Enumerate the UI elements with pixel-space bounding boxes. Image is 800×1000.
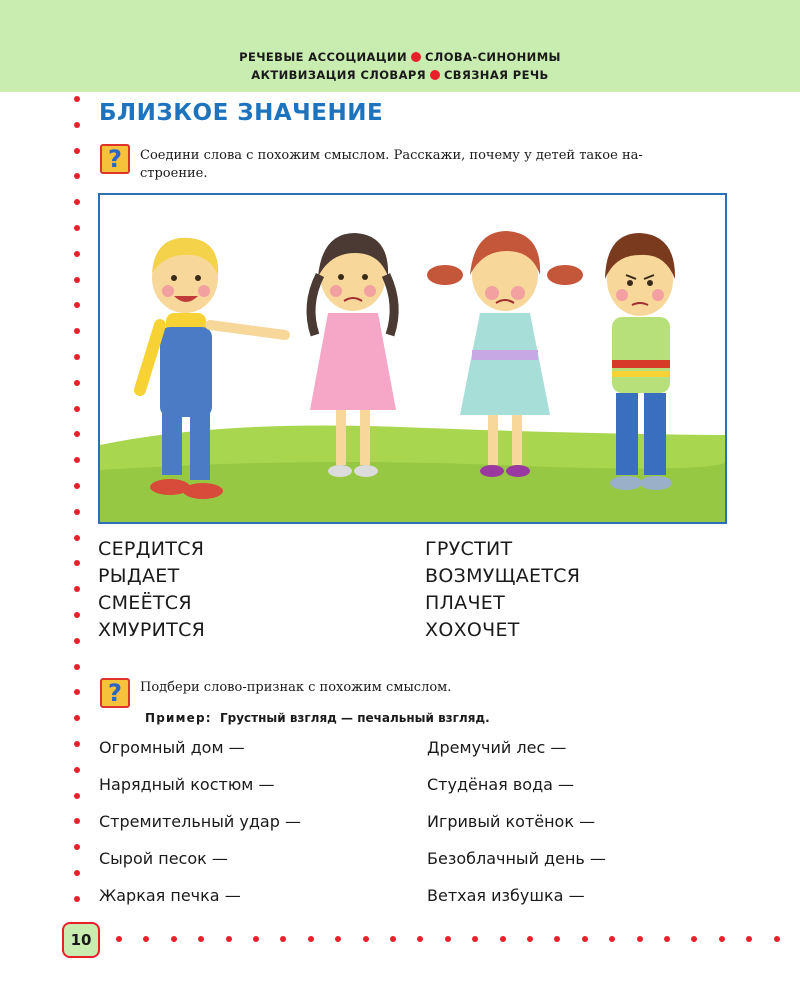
phrase-item: Дремучий лес —	[427, 738, 567, 757]
border-dot	[74, 870, 80, 876]
phrase-item: Студёная вода —	[427, 775, 575, 794]
question-icon: ?	[100, 678, 130, 708]
border-dot	[637, 936, 643, 942]
border-dot	[74, 638, 80, 644]
border-dot	[390, 936, 396, 942]
border-dot	[74, 896, 80, 902]
word-item: СЕРДИТСЯ	[98, 538, 205, 560]
border-dot	[746, 936, 752, 942]
border-dot	[74, 818, 80, 824]
phrase-item: Ветхая избушка —	[427, 886, 585, 905]
border-dot	[74, 354, 80, 360]
border-dot	[74, 483, 80, 489]
border-dot	[74, 406, 80, 412]
border-dot	[143, 936, 149, 942]
border-dot	[116, 936, 122, 942]
word-item: ХОХОЧЕТ	[425, 619, 520, 641]
border-dot	[609, 936, 615, 942]
border-dot	[445, 936, 451, 942]
border-dot	[500, 936, 506, 942]
word-item: ГРУСТИТ	[425, 538, 513, 560]
border-dot	[74, 251, 80, 257]
border-dot	[74, 173, 80, 179]
border-dot	[335, 936, 341, 942]
header-topic-coherent-speech: СВЯЗНАЯ РЕЧЬ	[443, 68, 549, 82]
border-dot	[74, 741, 80, 747]
header-separator-icon	[411, 52, 421, 62]
border-dot	[527, 936, 533, 942]
border-dot	[664, 936, 670, 942]
phrase-item: Стремительный удар —	[99, 812, 301, 831]
phrase-item: Огромный дом —	[99, 738, 245, 757]
example-line	[145, 711, 490, 725]
example-text: Грустный взгляд — печальный взгляд.	[219, 711, 490, 725]
border-dot	[472, 936, 478, 942]
border-dot	[74, 277, 80, 283]
border-dot	[74, 767, 80, 773]
border-dot	[74, 535, 80, 541]
border-dot	[74, 302, 80, 308]
children-illustration	[98, 193, 727, 524]
word-item: СМЕЁТСЯ	[98, 592, 192, 614]
example-label: Пример:	[145, 711, 212, 725]
word-item: ХМУРИТСЯ	[98, 619, 206, 641]
header-topic-speech-associations: РЕЧЕВЫЕ АССОЦИАЦИИ	[239, 50, 407, 64]
phrase-item: Жаркая печка —	[99, 886, 241, 905]
border-dot	[74, 844, 80, 850]
task-1-instruction-line-2: строение.	[140, 166, 208, 181]
border-dot	[74, 225, 80, 231]
border-dot	[74, 457, 80, 463]
border-dot	[308, 936, 314, 942]
word-item: ПЛАЧЕТ	[425, 592, 506, 614]
header-separator-icon	[430, 70, 440, 80]
border-dot	[74, 612, 80, 618]
border-dot	[554, 936, 560, 942]
border-dot	[74, 793, 80, 799]
border-dot	[74, 664, 80, 670]
question-icon: ?	[100, 144, 130, 174]
border-dot	[226, 936, 232, 942]
border-dot	[74, 431, 80, 437]
page-title: БЛИЗКОЕ ЗНАЧЕНИЕ	[99, 100, 384, 126]
border-dot	[74, 689, 80, 695]
border-dot	[74, 380, 80, 386]
page-number: 10	[62, 922, 100, 958]
border-dot	[719, 936, 725, 942]
phrase-item: Нарядный костюм —	[99, 775, 275, 794]
border-dot	[253, 936, 259, 942]
word-item: РЫДАЕТ	[98, 565, 180, 587]
border-dot	[74, 586, 80, 592]
header-line-2	[0, 68, 800, 82]
task-1-instruction-line-1: Соедини слова с похожим смыслом. Расскажи, почему у детей такое на-	[140, 148, 643, 163]
phrase-item: Безоблачный день —	[427, 849, 606, 868]
header-topic-vocabulary: АКТИВИЗАЦИЯ СЛОВАРЯ	[251, 68, 426, 82]
border-dot	[171, 936, 177, 942]
border-dot	[74, 715, 80, 721]
border-dot	[74, 96, 80, 102]
task-2-instruction: Подбери слово-признак с похожим смыслом.	[140, 680, 452, 695]
phrase-item: Сырой песок —	[99, 849, 228, 868]
border-dot	[417, 936, 423, 942]
border-dot	[363, 936, 369, 942]
border-dot	[280, 936, 286, 942]
border-dot	[74, 148, 80, 154]
border-dot	[74, 122, 80, 128]
border-dot	[74, 328, 80, 334]
phrase-item: Игривый котёнок —	[427, 812, 596, 831]
header-topic-synonyms: СЛОВА-СИНОНИМЫ	[424, 50, 561, 64]
border-dot	[74, 509, 80, 515]
header-line-1	[0, 50, 800, 64]
border-dot	[691, 936, 697, 942]
border-dot	[74, 199, 80, 205]
word-item: ВОЗМУЩАЕТСЯ	[425, 565, 581, 587]
border-dot	[582, 936, 588, 942]
border-dot	[774, 936, 780, 942]
border-dot	[74, 560, 80, 566]
border-dot	[198, 936, 204, 942]
